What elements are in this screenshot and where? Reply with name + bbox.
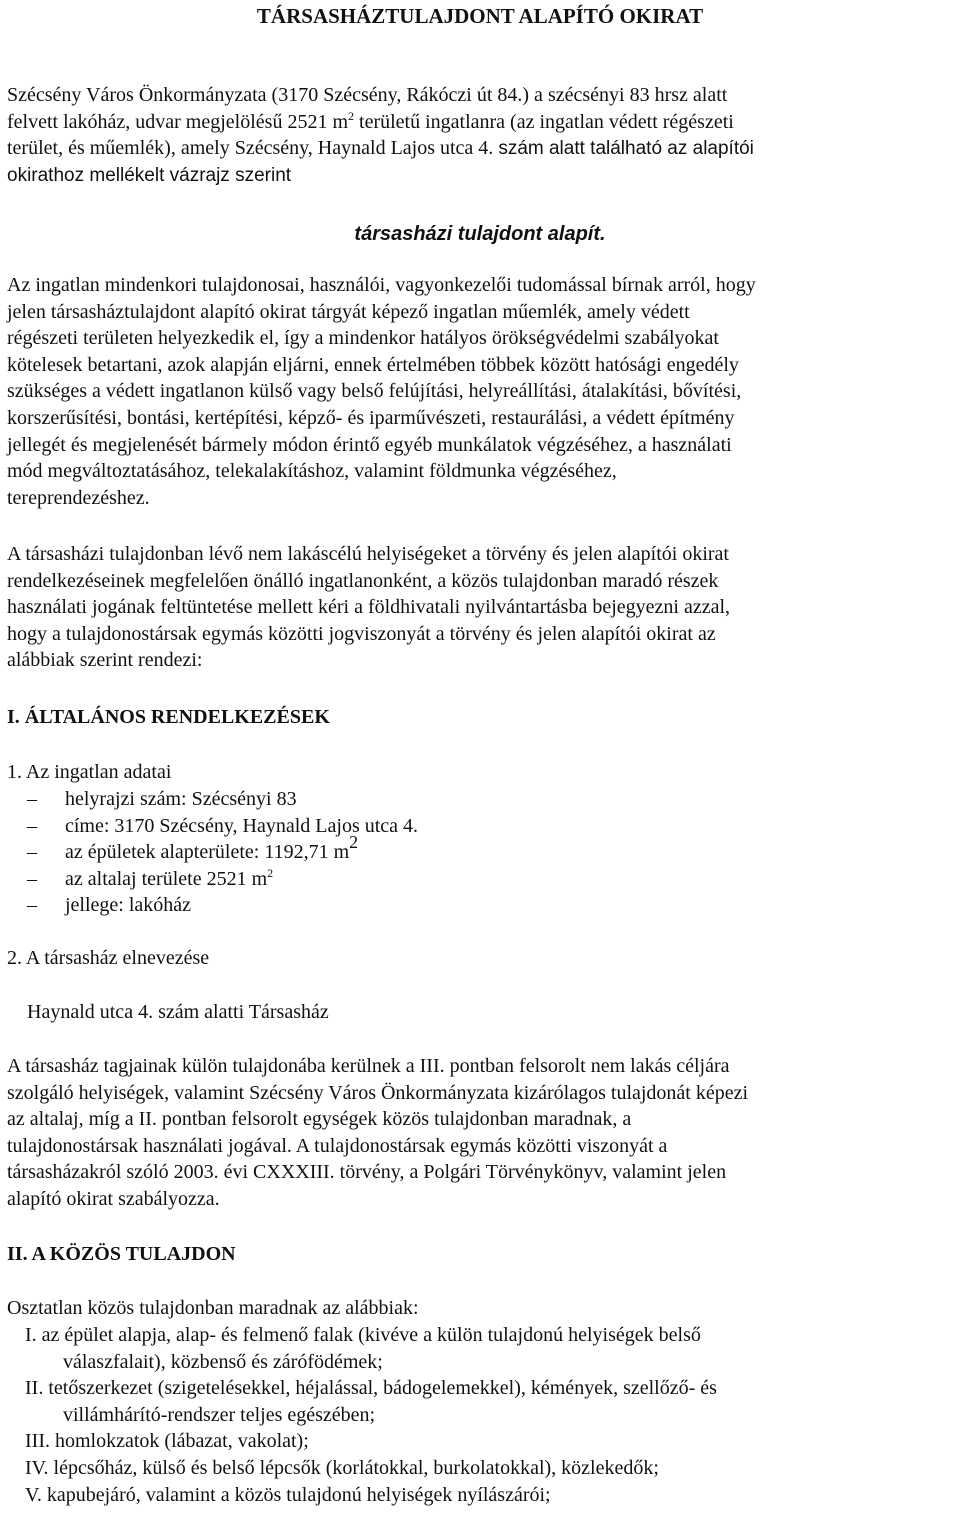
intro-line-1: Szécsény Város Önkormányzata (3170 Szécsény, Rákóczi út 84.) a szécsényi 83 hrsz alatt	[7, 84, 728, 106]
paragraph-line: kötelesek betartani, azok alapján eljárni, ennek értelmében többek között hatósági engedély	[7, 353, 739, 376]
intro-line-2: felvett lakóház, udvar megjelölésű 2521 $m^2$ területű ingatlanra (az ingatlan védett régészeti	[7, 108, 734, 133]
paragraph-line: használati jogának feltüntetése mellett kéri a földhivatali nyilvántartásba bejegyezni azzal,	[7, 596, 731, 619]
heritage-paragraph	[7, 272, 955, 511]
common-property-intro: Osztatlan közös tulajdonban maradnak az alábbiak:	[7, 1297, 419, 1319]
paragraph-line: tulajdonostársak használati jogával. A tulajdonostársak egymás közötti viszonyát a	[7, 1134, 668, 1157]
paragraph-line: hogy a tulajdonostársak egymás közötti jogviszonyát a törvény és jelen alapítói okirat az	[7, 622, 716, 645]
ownership-paragraph	[7, 1053, 955, 1213]
list-item-continuation: villámhárító-rendszer teljes egészében;	[63, 1403, 376, 1426]
paragraph-line: jellegét és megjelenését bármely módon érintő egyéb munkálatok végzéséhez, a használati	[7, 433, 732, 456]
paragraph-line: tereprendezéshez.	[7, 486, 150, 509]
paragraph-line: társasházakról szóló 2003. évi CXXXIII. törvény, a Polgári Törvénykönyv, valamint jelen	[7, 1161, 727, 1184]
item-2-heading: 2. A társasház elnevezése	[7, 947, 210, 969]
paragraph-line: korszerűsítési, bontási, kertépítési, képző- és iparművészeti, restaurálási, a védett építmény	[7, 406, 735, 429]
list-item: – az épületek alapterülete: 1192,71 $m^2$	[27, 832, 359, 864]
intro-paragraph	[7, 82, 955, 189]
paragraph-line: Az ingatlan mindenkori tulajdonosai, használói, vagyonkezelői tudomással bírnak arról, hogy	[7, 274, 756, 296]
intro-line-4: okirathoz mellékelt vázrajz szerint	[7, 164, 292, 186]
list-item-text: az épület alapja, alap- és felmenő falak (kivéve a külön tulajdonú helyiségek belső	[41, 1324, 701, 1346]
list-item-text: homlokzatok (lábazat, vakolat);	[54, 1430, 309, 1453]
document-title: TÁRSASHÁZTULAJDONT ALAPÍTÓ OKIRAT	[256, 4, 704, 28]
paragraph-line: alapító okirat szabályozza.	[7, 1187, 220, 1210]
paragraph-line: szolgáló helyiségek, valamint Szécsény Város Önkormányzata kizárólagos tulajdonát képezi	[7, 1081, 749, 1104]
paragraph-line: rendelkezéseinek megfelelően önálló ingatlanonként, a közös tulajdonban maradó részek	[7, 569, 719, 592]
list-item: – címe: 3170 Szécsény, Haynald Lajos utca 4.	[27, 814, 419, 837]
list-item-text: tetőszerkezet (szigetelésekkel, héjalással, bádogelemekkel), kémények, szellőző- és	[48, 1377, 717, 1400]
list-item	[7, 1322, 955, 1375]
paragraph-line: A társasház tagjainak külön tulajdonába kerülnek a III. pontban felsorolt nem lakás céljára	[7, 1055, 730, 1077]
paragraph-line: szükséges a védett ingatlanon külső vagy belső felújítási, helyreállítási, átalakítási, bővítési,	[7, 380, 742, 403]
registration-paragraph	[7, 541, 955, 674]
paragraph-line: jelen társasháztulajdont alapító okirat tárgyát képező ingatlan műemlék, amely védett	[7, 300, 690, 323]
paragraph-line: régészeti területen helyezkedik el, így a mindenkor hatályos örökségvédelmi szabályokat	[7, 327, 719, 350]
list-item	[7, 1375, 955, 1428]
list-item	[7, 1482, 955, 1509]
property-data-list	[7, 786, 955, 919]
intro-line-3: terület, és műemlék), amely Szécsény, Haynald Lajos utca 4. szám alatt található az alapítói	[7, 137, 754, 160]
list-item-number: III.	[25, 1430, 55, 1453]
condo-name: Haynald utca 4. szám alatti Társasház	[27, 1001, 329, 1023]
paragraph-line: alábbiak szerint rendezi:	[7, 649, 203, 672]
paragraph-line: mód megváltoztatásához, telekalakításhoz, valamint földmunka végzéséhez,	[7, 460, 617, 483]
list-item-text: lépcsőház, külső és belső lépcsők (korlátokkal, burkolatokkal), közlekedők;	[53, 1456, 659, 1479]
list-item-number: IV.	[25, 1456, 54, 1479]
paragraph-line: az altalaj, míg a II. pontban felsorolt egységek közös tulajdonban maradnak, a	[7, 1108, 632, 1131]
list-item-continuation: válaszfalait), közbenső és zárófödémek;	[63, 1350, 383, 1373]
list-item: – az altalaj területe 2521 $m^2$	[27, 865, 274, 890]
list-item-number: V.	[25, 1483, 47, 1506]
section-1-heading: I. ÁLTALÁNOS RENDELKEZÉSEK	[7, 706, 330, 728]
list-item-number: II.	[25, 1377, 49, 1400]
founding-statement: társasházi tulajdont alapít.	[354, 223, 606, 245]
item-1-heading: 1. Az ingatlan adatai	[7, 761, 172, 783]
list-item-text: kapubejáró, valamint a közös tulajdonú helyiségek nyílászárói;	[46, 1483, 551, 1506]
paragraph-line: A társasházi tulajdonban lévő nem lakáscélú helyiségeket a törvény és jelen alapítói okirat	[7, 543, 729, 565]
list-item-number: I.	[25, 1324, 42, 1346]
list-item: – jellege: lakóház	[27, 894, 192, 917]
list-item	[7, 1428, 955, 1455]
common-property-list	[7, 1322, 955, 1508]
section-2-heading: II. A KÖZÖS TULAJDON	[7, 1243, 236, 1265]
list-item	[7, 1455, 955, 1482]
list-item: – helyrajzi szám: Szécsényi 83	[27, 788, 297, 810]
